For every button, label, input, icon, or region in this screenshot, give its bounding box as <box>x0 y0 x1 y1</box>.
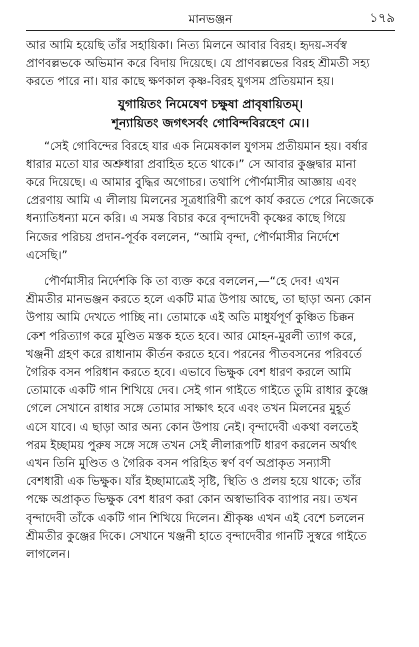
text-line: তোমাকে একটি গান শিখিয়ে দেব। সেই গান গাইতে গাইতে তুমি রাধার কুঞ্জে <box>26 383 369 398</box>
paragraph-2 <box>26 137 395 264</box>
page-header <box>26 8 395 30</box>
text-line: পরম ইচ্ছাময় পুরুষ সঙ্গে সঙ্গে তখন সেই লীলারূপটি ধারণ করলেন অর্থাৎ <box>26 437 357 452</box>
text-line: শ্রীমতীর কুঞ্জের দিকে। সেখানে খঞ্জনী হাতে বৃন্দাদেবীর গানটি সুস্বরে গাইতে <box>26 528 367 543</box>
text-line: গেলে সেখানে রাধার সঙ্গে তোমার সাক্ষাৎ হবে এবং তখন মিলনের মুহূর্ত <box>26 401 351 416</box>
text-line: “সেই গোবিন্দের বিরহে যার এক নিমেষকাল যুগসম প্রতীয়মান হয়। বর্ষার <box>44 138 368 153</box>
text-line: এখন তিনি মুণ্ডিত ও গৈরিক বসন পরিহিত স্বর্ণ বর্ণ অপ্রাকৃত সন্যাসী <box>26 456 331 471</box>
text-line: বৃন্দাদেবী তাঁকে একটি গান শিখিয়ে দিলেন। শ্রীকৃষ্ণ এখন এই বেশে চললেন <box>26 510 365 525</box>
text-line: শ্রীমতীর মানভঞ্জন করতে হলে একটি মাত্র উপায় আছে, তা ছাড়া অন্য কোন <box>26 292 372 307</box>
text-line: কেশ পরিত্যাগ করে মুণ্ডিত মস্তক হতে হবে। আর মোহন-মুরলী ত্যাগ করে, <box>26 328 357 343</box>
text-line: বেশধারী এক ভিক্ষুক। যাঁর ইচ্ছামাত্রেই সৃষ্টি, স্থিতি ও প্রলয় হয়ে থাকে; তাঁর <box>26 474 362 489</box>
paragraph-gap <box>26 264 395 272</box>
text-line: এসেছি।” <box>26 247 68 262</box>
text-line: আর আমি হয়েছি তাঁর সহায়িকা। নিত্য মিলনে আবার বিরহ। হৃদয়-সর্বস্ব <box>26 38 347 52</box>
verse-line: যুগায়িতং নিমেষেণ চক্ষুষা প্রাবৃষায়িতম্। <box>117 96 304 111</box>
text-line: প্রেরণায় আমি এ লীলায় মিলনের সূত্রধারিণী রূপে কার্য করতে পেরে নিজেকে <box>26 193 374 208</box>
page-number: ১৭৯ <box>369 11 395 26</box>
text-line: প্রাণবল্লভকে অভিমান করে বিদায় দিয়েছে। যে প্রাণবল্লভের বিরহ শ্রীমতী সহ্য <box>26 56 370 71</box>
text-line: পক্ষে অপ্রাকৃত ভিক্ষুক বেশ ধারণ করা কোন অস্বাভাবিক ব্যাপার নয়। তখন <box>26 492 358 507</box>
header-rule <box>26 30 395 31</box>
sanskrit-verse <box>26 95 395 133</box>
verse-line: শূন্যায়িতং জগৎসর্বং গোবিন্দবিরহেণ মে।। <box>111 115 310 130</box>
paragraph-1 <box>26 36 395 91</box>
text-line: করতে পারে না। যার কাছে ক্ষণকাল কৃষ্ণ-বিরহ যুগসম প্রতিয়মান হয়। <box>26 74 335 89</box>
text-line: খঞ্জনী গ্রহণ করে রাধানাম কীর্তন করতে হবে। পরনের পীতবসনের পরিবর্তে <box>26 346 362 361</box>
running-title: মানভঞ্জন <box>188 12 233 26</box>
text-line: গৈরিক বসন পরিধান করতে হবে। এভাবে ভিক্ষুক বেশ ধারণ করলে আমি <box>26 365 352 380</box>
paragraph-3 <box>26 272 395 563</box>
text-line: করে দিয়েছে। এ আমার বুদ্ধির অগোচর। তথাপি পৌর্ণমাসীর আজ্ঞায় এবং <box>26 175 357 190</box>
text-line: নিজের পরিচয় প্রদান-পূর্বক বললেন, “আমি বৃন্দা, পৌর্ণমাসীর নির্দেশে <box>26 229 340 244</box>
text-line: লাগলেন। <box>26 547 70 562</box>
text-line: পৌর্ণমাসীর নির্দেশকি কি তা ব্যক্ত করে বললেন,—“হে দেব! এখন <box>44 274 340 289</box>
text-line: ধন্যাতিধন্যা মনে করি। এ সমস্ত বিচার করে বৃন্দাদেবী কৃষ্ণের কাছে গিয়ে <box>26 211 346 226</box>
text-line: উপায় আমি দেখতে পাচ্ছি না। তোমাকে এই অতি মাধুর্যপূর্ণ কুঞ্চিত চিক্কন <box>26 310 355 325</box>
text-line: ধারার মতো যার অশ্রুধারা প্রবাহিত হতে থাকে।” সে আবার কুঞ্জদ্বার মানা <box>26 156 357 171</box>
text-line: এসে যাবে। এ ছাড়া আর অন্য কোন উপায় নেই। বৃন্দাদেবী একথা বলতেই <box>26 419 358 434</box>
